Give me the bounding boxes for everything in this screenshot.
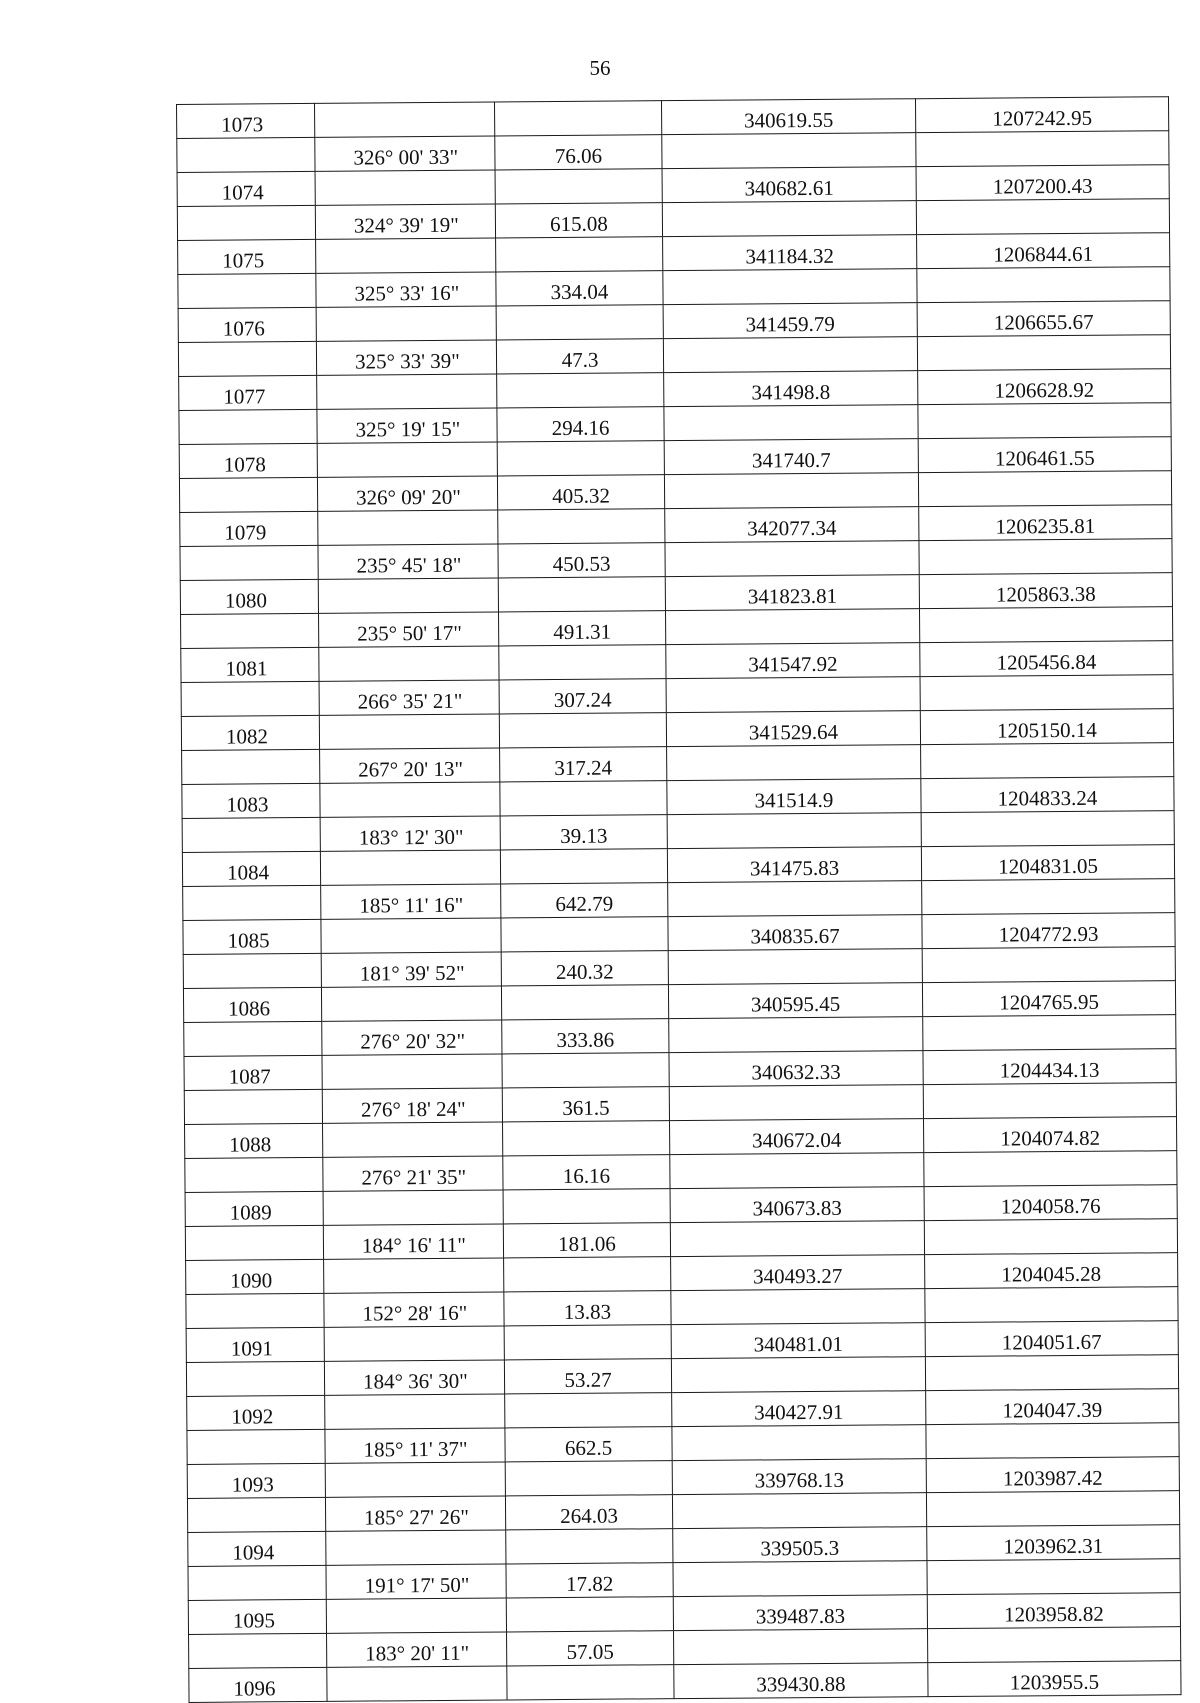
distance-cell: 334.04 (496, 271, 663, 306)
distance-cell (497, 373, 664, 408)
easting-cell: 339487.83 (673, 1595, 927, 1631)
distance-cell: 662.5 (505, 1427, 672, 1462)
easting-cell: 340595.45 (668, 983, 922, 1019)
point-cell (186, 1361, 324, 1396)
easting-cell: 341475.83 (667, 847, 921, 883)
bearing-cell (319, 646, 499, 681)
point-cell: 1080 (180, 579, 318, 614)
point-cell (189, 1633, 327, 1668)
distance-cell: 264.03 (505, 1495, 672, 1530)
point-cell: 1090 (186, 1259, 324, 1294)
bearing-cell: 267° 20' 13" (320, 748, 500, 783)
distance-cell: 181.06 (503, 1223, 670, 1258)
easting-cell: 339505.3 (673, 1527, 927, 1563)
northing-cell (919, 539, 1172, 575)
bearing-cell: 184° 16' 11" (323, 1224, 503, 1259)
northing-cell: 1205456.84 (920, 641, 1173, 677)
point-cell (182, 817, 320, 852)
easting-cell: 339430.88 (674, 1663, 928, 1699)
easting-cell (663, 269, 917, 305)
point-cell (178, 273, 316, 308)
bearing-cell (315, 170, 495, 205)
distance-cell (496, 305, 663, 340)
easting-cell (668, 881, 922, 917)
point-cell (177, 205, 315, 240)
point-cell: 1073 (177, 103, 315, 138)
northing-cell: 1205150.14 (920, 709, 1173, 745)
easting-cell: 341459.79 (663, 303, 917, 339)
point-cell: 1081 (181, 647, 319, 682)
distance-cell (503, 1189, 670, 1224)
northing-cell: 1204765.95 (922, 981, 1175, 1017)
northing-cell (918, 471, 1171, 507)
bearing-cell: 191° 17' 50" (326, 1564, 506, 1599)
easting-cell (667, 813, 921, 849)
easting-cell: 341547.92 (666, 643, 920, 679)
bearing-cell (321, 986, 501, 1021)
distance-cell (499, 713, 666, 748)
point-cell: 1075 (178, 239, 316, 274)
northing-cell (927, 1559, 1180, 1595)
northing-cell (923, 1083, 1176, 1119)
northing-cell (917, 335, 1170, 371)
distance-cell: 361.5 (502, 1087, 669, 1122)
distance-cell (495, 169, 662, 204)
northing-cell (924, 1219, 1177, 1255)
point-cell (185, 1225, 323, 1260)
bearing-cell: 152° 28' 16" (324, 1292, 504, 1327)
easting-cell: 340682.61 (662, 167, 916, 203)
easting-cell (667, 745, 921, 781)
bearing-cell: 185° 27' 26" (325, 1496, 505, 1531)
point-cell: 1084 (182, 851, 320, 886)
easting-cell (671, 1289, 925, 1325)
northing-cell: 1206655.67 (917, 301, 1170, 337)
easting-cell (672, 1493, 926, 1529)
distance-cell (505, 1393, 672, 1428)
northing-cell: 1203958.82 (927, 1593, 1180, 1629)
distance-cell: 642.79 (501, 883, 668, 918)
point-cell (186, 1293, 324, 1328)
point-cell: 1077 (179, 375, 317, 410)
northing-cell: 1204833.24 (921, 777, 1174, 813)
point-cell: 1076 (178, 307, 316, 342)
distance-cell (501, 917, 668, 952)
point-cell: 1095 (188, 1599, 326, 1634)
point-cell: 1087 (184, 1055, 322, 1090)
bearing-cell: 325° 19' 15" (317, 408, 497, 443)
easting-cell (669, 1085, 923, 1121)
easting-cell: 341498.8 (664, 371, 918, 407)
point-cell (184, 1021, 322, 1056)
bearing-cell (325, 1394, 505, 1429)
northing-cell: 1206235.81 (919, 505, 1172, 541)
bearing-cell (316, 306, 496, 341)
easting-cell (670, 1153, 924, 1189)
bearing-cell (321, 918, 501, 953)
northing-cell: 1203962.31 (927, 1525, 1180, 1561)
distance-cell: 53.27 (504, 1359, 671, 1394)
easting-cell: 340673.83 (670, 1187, 924, 1223)
bearing-cell (322, 1054, 502, 1089)
point-cell (179, 477, 317, 512)
bearing-cell (326, 1530, 506, 1565)
easting-cell (674, 1629, 928, 1665)
point-cell (183, 885, 321, 920)
bearing-cell: 183° 12' 30" (320, 816, 500, 851)
distance-cell: 76.06 (495, 135, 662, 170)
northing-cell: 1205863.38 (919, 573, 1172, 609)
northing-cell: 1204772.93 (922, 913, 1175, 949)
point-cell (179, 409, 317, 444)
easting-cell: 341514.9 (667, 779, 921, 815)
bearing-cell (327, 1666, 507, 1701)
point-cell: 1079 (180, 511, 318, 546)
distance-cell: 47.3 (496, 339, 663, 374)
distance-cell: 240.32 (501, 951, 668, 986)
bearing-cell: 325° 33' 16" (316, 272, 496, 307)
easting-cell: 341184.32 (663, 235, 917, 271)
bearing-cell (314, 102, 494, 137)
easting-cell (662, 201, 916, 237)
northing-cell: 1204434.13 (923, 1049, 1176, 1085)
distance-cell: 294.16 (497, 407, 664, 442)
easting-cell: 340672.04 (669, 1119, 923, 1155)
bearing-cell: 276° 21' 35" (323, 1156, 503, 1191)
northing-cell (918, 403, 1171, 439)
point-cell (181, 681, 319, 716)
bearing-cell: 326° 09' 20" (317, 476, 497, 511)
easting-cell: 340835.67 (668, 915, 922, 951)
bearing-cell (320, 782, 500, 817)
easting-cell (670, 1221, 924, 1257)
bearing-cell: 324° 39' 19" (315, 204, 495, 239)
northing-cell (916, 131, 1169, 167)
bearing-cell (318, 510, 498, 545)
easting-cell (664, 473, 918, 509)
easting-cell: 341740.7 (664, 439, 918, 475)
easting-cell: 341823.81 (665, 575, 919, 611)
bearing-cell: 266° 35' 21" (319, 680, 499, 715)
northing-cell: 1203955.5 (928, 1661, 1181, 1697)
northing-cell: 1204045.28 (925, 1253, 1178, 1289)
bearing-cell (317, 442, 497, 477)
northing-cell (919, 607, 1172, 643)
point-cell: 1074 (177, 171, 315, 206)
point-cell: 1086 (183, 987, 321, 1022)
distance-cell (506, 1597, 673, 1632)
point-cell (183, 953, 321, 988)
easting-cell: 341529.64 (666, 711, 920, 747)
easting-cell (663, 337, 917, 373)
table-body (177, 97, 1182, 1703)
easting-cell (671, 1357, 925, 1393)
northing-cell: 1206844.61 (917, 233, 1170, 269)
easting-cell (673, 1561, 927, 1597)
point-cell (181, 613, 319, 648)
bearing-cell (319, 714, 499, 749)
northing-cell (922, 879, 1175, 915)
easting-cell: 339768.13 (672, 1459, 926, 1495)
distance-cell (504, 1257, 671, 1292)
point-cell: 1092 (187, 1395, 325, 1430)
bearing-cell (324, 1258, 504, 1293)
point-cell (188, 1565, 326, 1600)
bearing-cell: 325° 33' 39" (316, 340, 496, 375)
distance-cell (497, 441, 664, 476)
northing-cell (920, 675, 1173, 711)
easting-cell (665, 541, 919, 577)
distance-cell (496, 237, 663, 272)
distance-cell (502, 1053, 669, 1088)
distance-cell (500, 849, 667, 884)
northing-cell: 1206628.92 (918, 369, 1171, 405)
point-cell (180, 545, 318, 580)
distance-cell: 450.53 (498, 543, 665, 578)
easting-cell (665, 609, 919, 645)
northing-cell (925, 1287, 1178, 1323)
easting-cell (662, 133, 916, 169)
page-number: 56 (589, 56, 611, 80)
bearing-cell: 185° 11' 37" (325, 1428, 505, 1463)
northing-cell (921, 743, 1174, 779)
northing-cell: 1204047.39 (926, 1389, 1179, 1425)
easting-cell (672, 1425, 926, 1461)
distance-cell (504, 1325, 671, 1360)
northing-cell: 1206461.55 (918, 437, 1171, 473)
bearing-cell: 235° 45' 18" (318, 544, 498, 579)
northing-cell (923, 1015, 1176, 1051)
northing-cell (922, 947, 1175, 983)
distance-cell: 39.13 (500, 815, 667, 850)
distance-cell (506, 1529, 673, 1564)
bearing-cell (316, 238, 496, 273)
bearing-cell (317, 374, 497, 409)
distance-cell: 317.24 (500, 747, 667, 782)
bearing-cell (325, 1462, 505, 1497)
northing-cell (926, 1491, 1179, 1527)
point-cell: 1093 (187, 1463, 325, 1498)
bearing-cell (318, 578, 498, 613)
point-cell: 1082 (181, 715, 319, 750)
northing-cell (926, 1423, 1179, 1459)
distance-cell (507, 1665, 674, 1700)
easting-cell: 340427.91 (672, 1391, 926, 1427)
northing-cell: 1207200.43 (916, 165, 1169, 201)
point-cell: 1089 (185, 1191, 323, 1226)
easting-cell (664, 405, 918, 441)
distance-cell (494, 101, 661, 136)
bearing-cell: 181° 39' 52" (321, 952, 501, 987)
point-cell: 1091 (186, 1327, 324, 1362)
easting-cell: 340481.01 (671, 1323, 925, 1359)
bearing-cell: 235° 50' 17" (319, 612, 499, 647)
bearing-cell: 276° 20' 32" (322, 1020, 502, 1055)
easting-cell: 340493.27 (671, 1255, 925, 1291)
distance-cell: 17.82 (506, 1563, 673, 1598)
distance-cell: 57.05 (507, 1631, 674, 1666)
point-cell: 1094 (188, 1531, 326, 1566)
point-cell (187, 1497, 325, 1532)
point-cell (185, 1157, 323, 1192)
bearing-cell (326, 1598, 506, 1633)
distance-cell (499, 645, 666, 680)
northing-cell (917, 267, 1170, 303)
bearing-cell: 184° 36' 30" (324, 1360, 504, 1395)
bearing-cell: 326° 00' 33" (315, 136, 495, 171)
northing-cell: 1203987.42 (926, 1457, 1179, 1493)
northing-cell (924, 1151, 1177, 1187)
distance-cell: 16.16 (503, 1155, 670, 1190)
easting-cell (666, 677, 920, 713)
distance-cell (498, 577, 665, 612)
point-cell (178, 341, 316, 376)
distance-cell: 491.31 (498, 611, 665, 646)
distance-cell (501, 985, 668, 1020)
survey-coordinates-table (176, 96, 1182, 1703)
point-cell: 1078 (179, 443, 317, 478)
easting-cell: 342077.34 (665, 507, 919, 543)
northing-cell: 1204058.76 (924, 1185, 1177, 1221)
point-cell: 1088 (185, 1123, 323, 1158)
bearing-cell (323, 1190, 503, 1225)
easting-cell: 340619.55 (661, 99, 915, 135)
point-cell (184, 1089, 322, 1124)
northing-cell: 1204831.05 (921, 845, 1174, 881)
distance-cell: 333.86 (502, 1019, 669, 1054)
distance-cell: 615.08 (495, 203, 662, 238)
distance-cell: 405.32 (497, 475, 664, 510)
bearing-cell (323, 1122, 503, 1157)
bearing-cell: 183° 20' 11" (327, 1632, 507, 1667)
point-cell: 1096 (189, 1667, 327, 1702)
point-cell (182, 749, 320, 784)
easting-cell (668, 949, 922, 985)
distance-cell (498, 509, 665, 544)
northing-cell: 1204074.82 (923, 1117, 1176, 1153)
northing-cell (921, 811, 1174, 847)
easting-cell: 340632.33 (669, 1051, 923, 1087)
bearing-cell: 276° 18' 24" (322, 1088, 502, 1123)
bearing-cell (320, 850, 500, 885)
distance-cell: 13.83 (504, 1291, 671, 1326)
station-row (189, 1661, 1181, 1703)
distance-cell: 307.24 (499, 679, 666, 714)
northing-cell: 1204051.67 (925, 1321, 1178, 1357)
easting-cell (669, 1017, 923, 1053)
northing-cell (916, 199, 1169, 235)
bearing-cell: 185° 11' 16" (321, 884, 501, 919)
bearing-cell (324, 1326, 504, 1361)
point-cell: 1085 (183, 919, 321, 954)
distance-cell (500, 781, 667, 816)
northing-cell (927, 1627, 1180, 1663)
point-cell (177, 137, 315, 172)
northing-cell: 1207242.95 (915, 97, 1168, 133)
point-cell: 1083 (182, 783, 320, 818)
distance-cell (505, 1461, 672, 1496)
northing-cell (925, 1355, 1178, 1391)
point-cell (187, 1429, 325, 1464)
distance-cell (503, 1121, 670, 1156)
